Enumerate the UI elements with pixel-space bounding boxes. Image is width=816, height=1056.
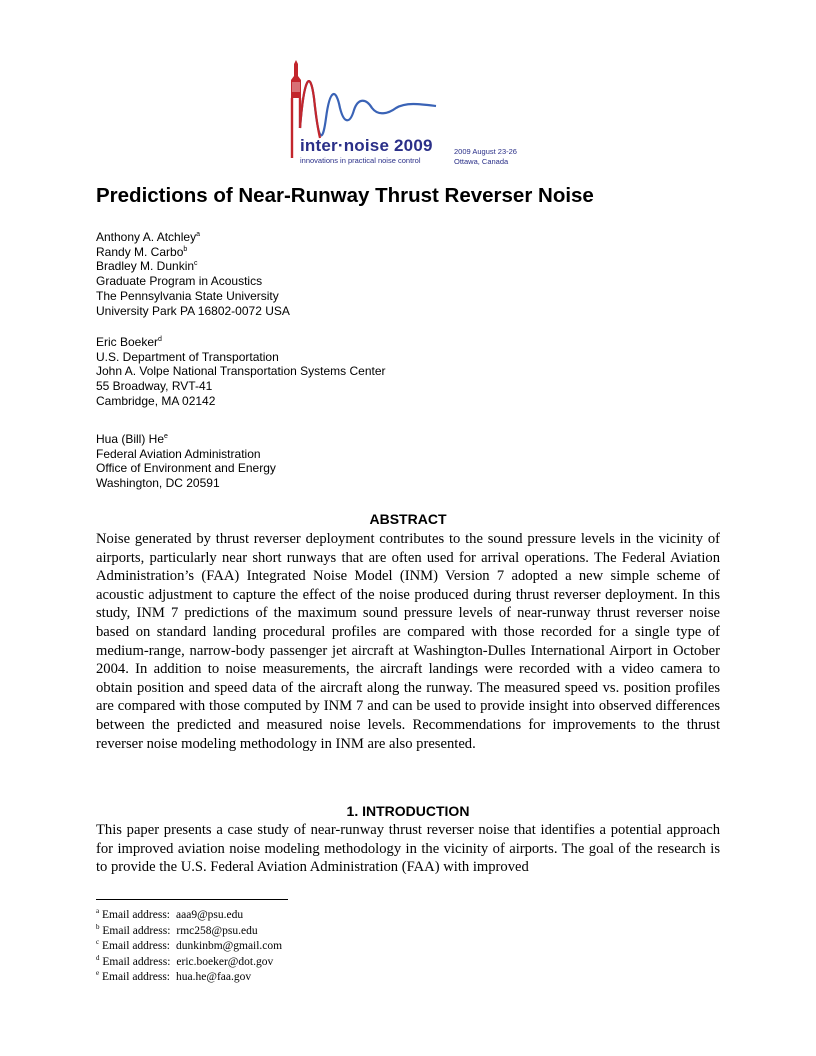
footnote-label: Email address: xyxy=(102,955,171,968)
footnote-item xyxy=(96,939,282,955)
footnote-mark: e xyxy=(96,969,100,978)
footnote-mark: e xyxy=(164,433,168,440)
conference-tagline: innovations in practical noise control xyxy=(300,156,421,165)
introduction-heading: 1. INTRODUCTION xyxy=(346,803,470,819)
footnote-email: hua.he@faa.gov xyxy=(176,971,252,984)
footnote-item xyxy=(96,924,282,940)
author-name: Anthony A. Atchley xyxy=(96,230,197,244)
affiliation-line: 55 Broadway, RVT-41 xyxy=(96,379,213,394)
footnote-label: Email address: xyxy=(101,940,171,953)
abstract-text: Noise generated by thrust reverser deployment contributes to the sound pressure levels in the vicinity of airports, particularly near short runways that are often used for arrival operations. The Federal Aviation Administration’s (FAA) Integrated Noise Model (INM) Version 7 adopted a new simple scheme of acoustic adjustment to capture the effect of the noise produced during thrust reverser deployment. In this study, INM 7 predictions of the maximum sound pressure levels of near-runway thrust reverser noise based on standard landing procedural profiles are compared with those recorded for a single type of medium-range, narrow-body passenger jet aircraft at Washington-Dulles International Airport in October 2004. In addition to noise measurements, the aircraft landings were recorded with a video camera to obtain position and speed data of the aircraft along the runway. The measured speed vs. position profiles are compared with those computed by INM 7 and can be used to provide insight into observed differences between the predicted and measured noise levels. Recommendations for improvements to the thrust reverser noise modeling methodology in INM are also presented. xyxy=(96,531,720,752)
conference-date: 2009 August 23-26 xyxy=(454,147,517,156)
footnote-mark: a xyxy=(96,907,100,916)
affiliation-line: Graduate Program in Acoustics xyxy=(96,274,263,289)
author-name: Eric Boeker xyxy=(96,335,159,349)
conference-place: Ottawa, Canada xyxy=(454,157,509,166)
footnote-divider xyxy=(96,899,288,900)
affiliation-line: U.S. Department of Transportation xyxy=(96,349,279,364)
author-name: Bradley M. Dunkin xyxy=(96,259,195,274)
footnote-mark: c xyxy=(194,260,198,268)
footnote-email: aaa9@psu.edu xyxy=(176,909,244,921)
author-line xyxy=(96,335,386,350)
footnote-mark: c xyxy=(96,938,100,947)
conference-logo xyxy=(280,58,540,170)
footnote-email: eric.boeker@dot.gov xyxy=(176,955,274,968)
abstract-heading: ABSTRACT xyxy=(369,511,447,527)
footnote-item xyxy=(96,908,282,924)
author-block-psu xyxy=(96,230,290,318)
author-name: Randy M. Carbo xyxy=(96,244,184,259)
affiliation-line: Office of Environment and Energy xyxy=(96,461,276,476)
author-block-faa xyxy=(96,432,276,491)
affiliation-line: The Pennsylvania State University xyxy=(96,288,279,303)
affiliation-line: Federal Aviation Administration xyxy=(96,446,261,461)
footnote-email: dunkinbm@gmail.com xyxy=(176,940,283,953)
affiliation-line: Cambridge, MA 02142 xyxy=(96,393,216,408)
footnote-item xyxy=(96,955,282,971)
footnote-mark: b xyxy=(183,245,188,253)
author-line xyxy=(96,259,290,274)
footnote-label: Email address: xyxy=(102,924,171,937)
conference-name: inter·noise 2009 xyxy=(300,136,433,155)
footnote-mark: d xyxy=(158,336,162,343)
footnote-label: Email address: xyxy=(101,909,171,921)
footnote-label: Email address: xyxy=(101,971,171,984)
footnote-mark: b xyxy=(96,922,100,931)
author-block-dot xyxy=(96,335,386,409)
affiliation-line: John A. Volpe National Transportation Systems Center xyxy=(96,364,386,379)
author-line xyxy=(96,432,276,447)
footnotes xyxy=(96,908,282,986)
footnote-mark: d xyxy=(96,953,100,962)
affiliation-line: University Park PA 16802-0072 USA xyxy=(96,303,290,318)
affiliation-line: Washington, DC 20591 xyxy=(96,476,220,491)
author-line xyxy=(96,230,290,245)
introduction-text: This paper presents a case study of near-runway thrust reverser noise that identifies a potential approach for improved aviation noise modeling methodology in the vicinity of airports. The goal of the research is to provide the U.S. Federal Aviation Administration (FAA) with improved xyxy=(96,822,720,876)
footnote-email: rmc258@psu.edu xyxy=(176,924,258,937)
author-name: Hua (Bill) He xyxy=(96,432,165,446)
paper-title: Predictions of Near-Runway Thrust Reverser Noise xyxy=(96,184,594,207)
author-line xyxy=(96,245,290,260)
footnote-mark: a xyxy=(196,231,200,238)
footnote-item xyxy=(96,970,282,986)
